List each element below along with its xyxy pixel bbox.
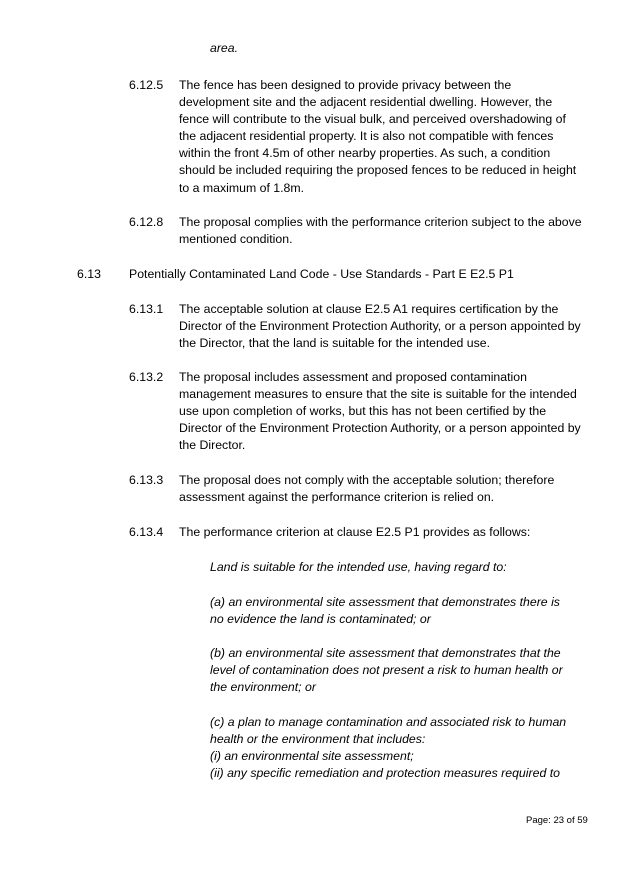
paragraph-number: 6.12.8 (129, 215, 164, 229)
paragraph-number: 6.13.1 (129, 302, 164, 316)
quote-item-a: (a) an environmental site assessment that demonstrates there is no evidence the land is contaminated; or (210, 595, 560, 627)
section-title: Potentially Contaminated Land Code - Use Standards - Part E E2.5 P1 (129, 267, 514, 281)
quote-item-c: (c) a plan to manage contamination and associated risk to human health or the environment that includes: (i) an environmental site assessment; (ii) any specific remediation and protection measures required to (210, 715, 567, 781)
paragraph-text: The acceptable solution at clause E2.5 A1 requires certification by the Director of the Environment Protection Authority, or a person appointed by the Director, that the land is suitable for the intended use. (179, 302, 581, 351)
paragraph-number: 6.13.2 (129, 370, 164, 384)
paragraph-number: 6.13.4 (129, 525, 164, 539)
paragraph-text: The fence has been designed to provide privacy between the development site and the adjacent residential dwelling. However, the fence will contribute to the visual bulk, and perceived overshadowing of the adjacent residential property. It is also not compatible with fences within the front 4.5m of other nearby properties. As such, a condition should be included requiring the proposed fences to be reduced in height to a maximum of 1.8m. (179, 78, 577, 195)
section-number: 6.13 (77, 267, 101, 281)
paragraph-text: The performance criterion at clause E2.5 P1 provides as follows: (179, 525, 531, 539)
paragraph-text: The proposal complies with the performance criterion subject to the above mentioned condition. (179, 215, 582, 247)
quote-item-b: (b) an environmental site assessment that demonstrates that the level of contamination does not present a risk to human health or the environment; or (210, 646, 563, 695)
paragraph-number: 6.13.3 (129, 473, 164, 487)
paragraph-number: 6.12.5 (129, 78, 164, 92)
page-number: Page: 23 of 59 (526, 815, 588, 826)
quote-intro: Land is suitable for the intended use, having regard to: (210, 560, 507, 574)
paragraph-text: The proposal includes assessment and proposed contamination management measures to ensure that the site is suitable for the intended use upon completion of works, but this has not been certified by the Director of the Environment Protection Authority, or a person appointed by the Director. (179, 370, 581, 453)
carry-over-text: area. (210, 41, 239, 55)
paragraph-text: The proposal does not comply with the acceptable solution; therefore assessment against the performance criterion is relied on. (179, 473, 555, 505)
